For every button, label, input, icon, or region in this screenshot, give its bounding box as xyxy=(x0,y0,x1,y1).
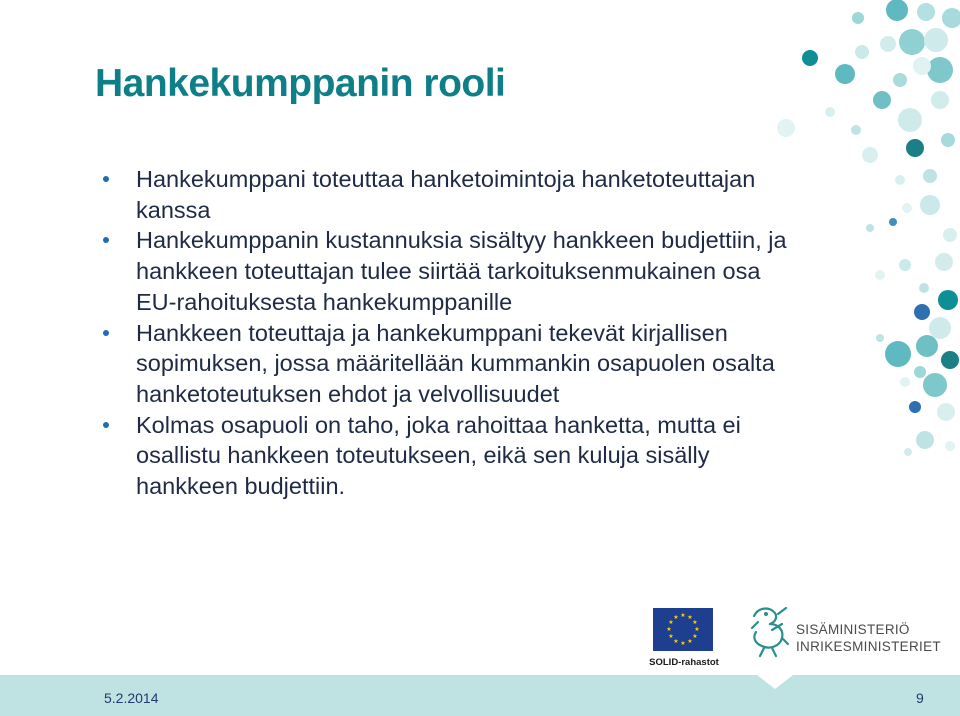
bullet-line: kanssa xyxy=(136,196,211,223)
lion-emblem-icon xyxy=(748,604,790,658)
svg-text:★: ★ xyxy=(668,619,674,626)
eu-solid-logo xyxy=(649,608,719,670)
bullet-marker xyxy=(103,237,109,243)
bullet-line: Kolmas osapuoli on taho, joka rahoittaa hanketta, mutta ei xyxy=(136,411,741,438)
bullet-line: hankkeen toteuttajan tulee siirtää tarkoituksenmukainen osa xyxy=(136,258,761,285)
bullet-list xyxy=(103,164,873,502)
bullet-item xyxy=(103,164,873,225)
bullet-item xyxy=(103,225,873,317)
svg-text:★: ★ xyxy=(687,614,693,621)
bullet-line: osallistu hankkeen toteutukseen, eikä sen kuluja sisälly xyxy=(136,442,710,469)
ministry-name-fi: SISÄMINISTERIÖ xyxy=(796,622,910,637)
bullet-line: hankkeen budjettiin. xyxy=(136,473,346,500)
svg-text:★: ★ xyxy=(666,626,672,633)
bullet-marker xyxy=(103,422,109,428)
svg-text:★: ★ xyxy=(692,633,698,640)
footer-notch xyxy=(757,675,793,689)
eu-stars-icon xyxy=(653,608,713,651)
bullet-line: hanketoteutuksen ehdot ja velvollisuudet xyxy=(136,380,560,407)
bullet-line: sopimuksen, jossa määritellään kummankin osapuolen osalta xyxy=(136,350,775,377)
slide-title: Hankekumppanin rooli xyxy=(95,62,506,105)
page-number: 9 xyxy=(916,690,924,706)
svg-text:★: ★ xyxy=(668,633,674,640)
ministry-logo xyxy=(748,604,941,666)
bullet-line: EU-rahoituksesta hankekumppanille xyxy=(136,288,513,315)
ministry-name-sv: INRIKESMINISTERIET xyxy=(796,639,941,654)
bullet-line: Hankkeen toteuttaja ja hankekumppani tekevät kirjallisen xyxy=(136,319,728,346)
svg-text:★: ★ xyxy=(687,638,693,645)
svg-text:★: ★ xyxy=(692,619,698,626)
bullet-item xyxy=(103,410,873,502)
svg-text:★: ★ xyxy=(673,638,679,645)
bullet-line: Hankekumppani toteuttaa hanketoimintoja hanketoteuttajan xyxy=(136,166,756,192)
bullet-line: Hankekumppanin kustannuksia sisältyy hankkeen budjettiin, ja xyxy=(136,227,787,254)
bullet-marker xyxy=(103,330,109,336)
bullet-item xyxy=(103,318,873,410)
eu-flag-icon xyxy=(653,608,713,651)
bullet-marker xyxy=(103,176,109,182)
eu-logo-caption: SOLID-rahastot xyxy=(649,657,719,668)
svg-text:★: ★ xyxy=(680,640,686,647)
footer-date: 5.2.2014 xyxy=(104,690,159,706)
svg-text:★: ★ xyxy=(673,614,679,621)
svg-text:★: ★ xyxy=(680,612,686,619)
svg-text:★: ★ xyxy=(694,626,700,633)
